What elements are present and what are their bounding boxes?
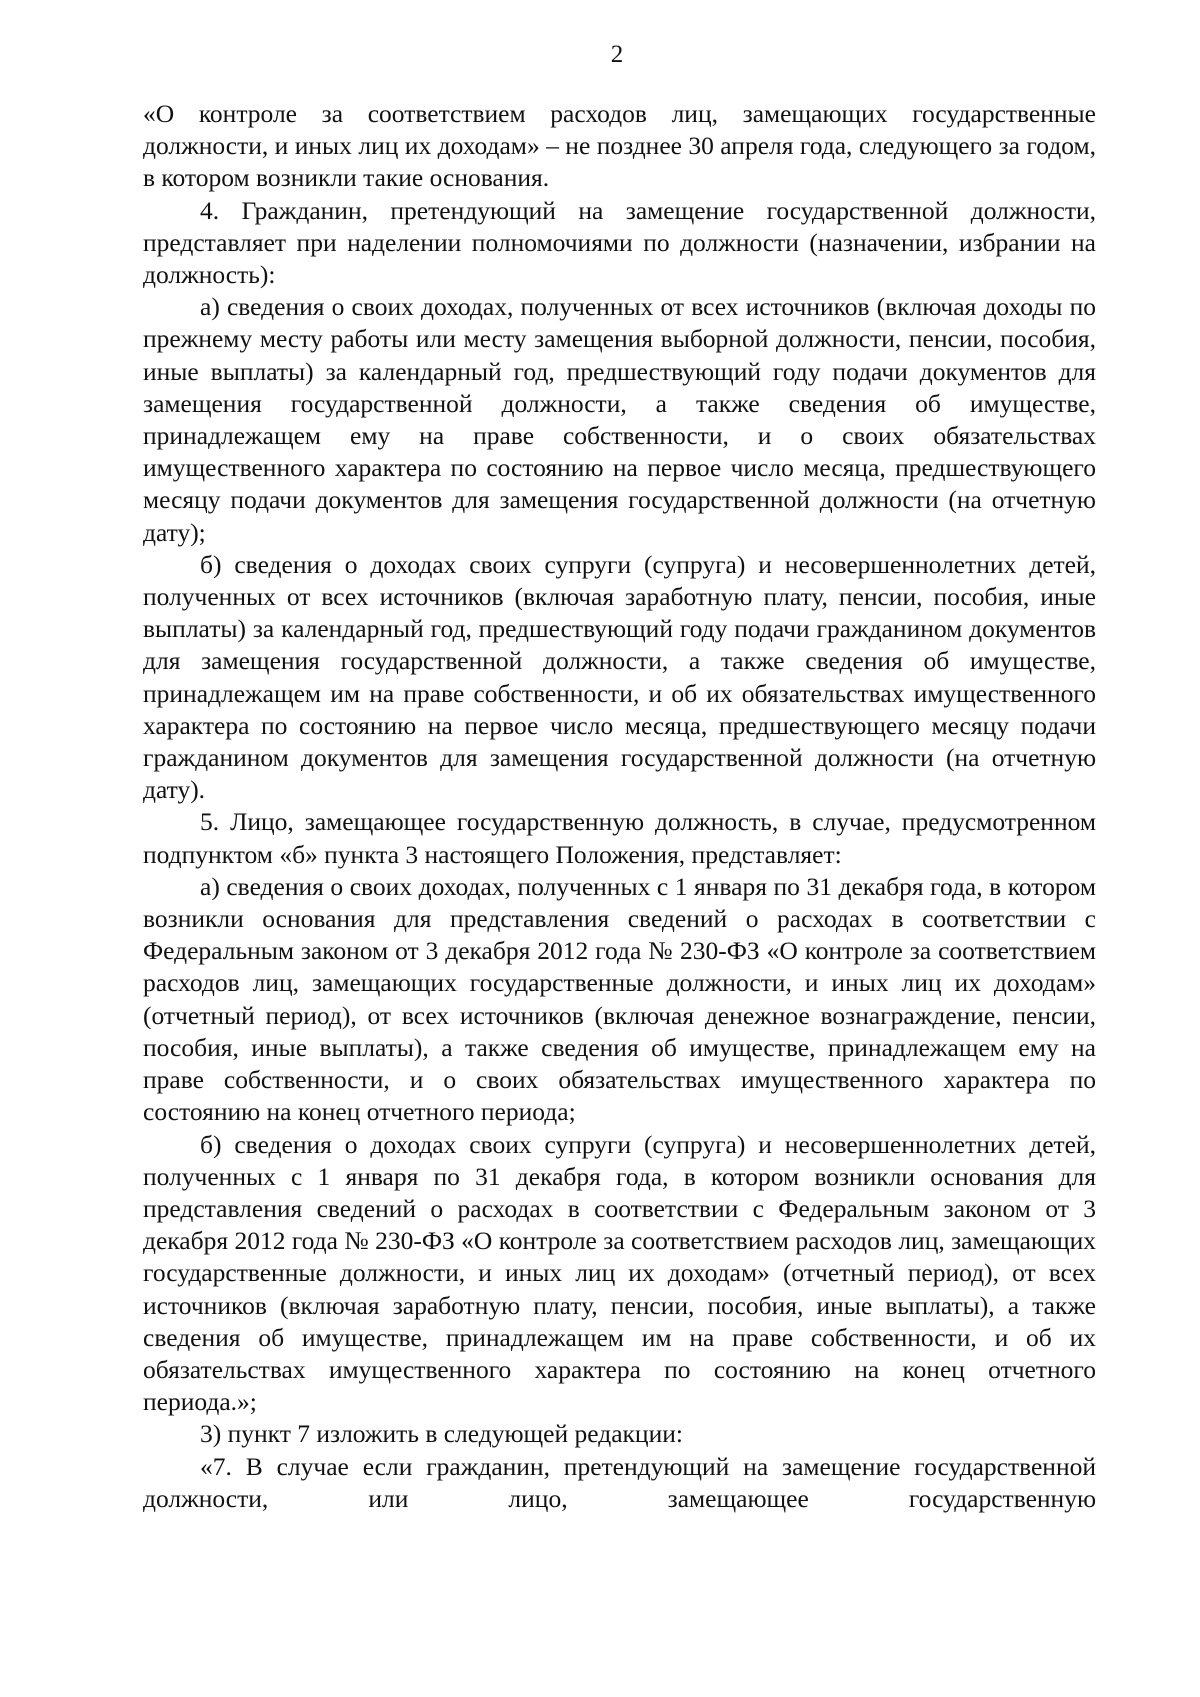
paragraph-item-4a: а) сведения о своих доходах, полученных от всех источников (включая доходы по прежнему месту работы или месту замещения выборной должности, пенсии, пособия, иные выплаты) за календарный год, предшествующий году подачи документов для замещения государственной должности, а также сведения об имуществе, принадлежащем ему на праве собственности, и о своих обязательствах имущественного характера по состоянию на первое число месяца, предшествующего месяцу подачи документов для замещения государственной должности (на отчетную дату); — [143, 292, 1096, 547]
paragraph-item-4b: б) сведения о доходах своих супруги (супруга) и несовершеннолетних детей, полученных от всех источников (включая заработную плату, пенсии, пособия, иные выплаты) за календарный год, предшествующий году подачи гражданином документов для замещения государственной должности, а также сведения об имуществе, принадлежащем им на праве собственности, и об их обязательствах имущественного характера по состоянию на первое число месяца, предшествующего месяцу подачи гражданином документов для замещения государственной должности (на отчетную дату). — [143, 549, 1096, 805]
page-number: 2 — [610, 41, 624, 68]
paragraph-item-5b: б) сведения о доходах своих супруги (супруга) и несовершеннолетних детей, полученных с 1 января по 31 декабря года, в котором возникли основания для представления сведений о расходах в соответствии с Федеральным законом от 3 декабря 2012 года № 230-ФЗ «О контроле за соответствием расходов лиц, замещающих государственные должности, и иных лиц их доходам» (отчетный период), от всех источников (включая заработную плату, пенсии, пособия, иные выплаты), а также сведения об имуществе, принадлежащем им на праве собственности, и об их обязательствах имущественного характера по состоянию на конец отчетного периода.»; — [143, 1129, 1096, 1417]
paragraph-continuation: «О контроле за соответствием расходов лиц, замещающих государственные должности, и иных лиц их доходам» – не позднее 30 апреля года, следующего за годом, в котором возникли такие основания. — [143, 99, 1096, 193]
paragraph-item-7: «7. В случае если гражданин, претендующий на замещение государственной должности, или лицо, замещающее государственную — [143, 1451, 1096, 1513]
paragraph-item-5: 5. Лицо, замещающее государственную должность, в случае, предусмотренном подпунктом «б» пункта 3 настоящего Положения, представляет: — [143, 807, 1096, 869]
paragraph-item-5a: а) сведения о своих доходах, полученных с 1 января по 31 декабря года, в котором возникли основания для представления сведений о расходах в соответствии с Федеральным законом от 3 декабря 2012 года № 230-ФЗ «О контроле за соответствием расходов лиц, замещающих государственные должности, и иных лиц их доходам» (отчетный период), от всех источников (включая денежное вознаграждение, пенсии, пособия, иные выплаты), а также сведения об имуществе, принадлежащем ему на праве собственности, и о своих обязательствах имущественного характера по состоянию на конец отчетного периода; — [143, 871, 1096, 1127]
paragraph-item-4: 4. Гражданин, претендующий на замещение государственной должности, представляет при наделении полномочиями по должности (назначении, избрании на должность): — [143, 195, 1096, 290]
paragraph-amendment-3: 3) пункт 7 изложить в следующей редакции: — [200, 1419, 683, 1449]
document-body — [143, 98, 1096, 1515]
